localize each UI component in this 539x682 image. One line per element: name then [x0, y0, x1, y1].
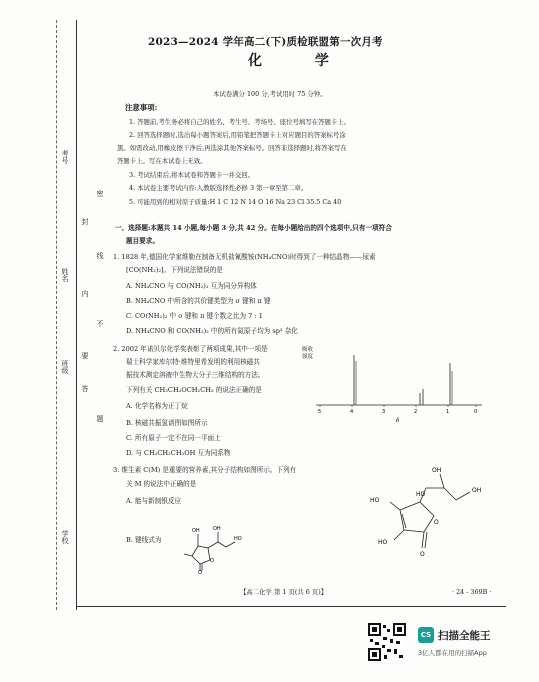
q3-b-atom-ho: HO	[234, 536, 242, 542]
section1-intro-1: 一、选择题:本题共 14 小题,每小题 3 分,共 42 分。在每小题给出的四个选项中,只有一项符合	[115, 224, 392, 232]
exam-code: · 24 - 369B ·	[452, 588, 492, 596]
vc-atom-ho-left: HO	[370, 497, 380, 504]
q1-option-d: D. NH₄CNO 和 CO(NH₂)₂ 中的所有氮原子均为 sp³ 杂化	[126, 327, 298, 335]
notes-heading: 注意事项:	[125, 103, 158, 112]
q1-option-c: C. CO(NH₂)₂ 中 σ 键和 π 键个数之比为 7 : 1	[126, 312, 263, 320]
q2-option-c: C. 所有原子一定不在同一平面上	[126, 434, 221, 442]
q1-option-b: B. NH₄CNO 中所含的共价键类型为 σ 键和 π 键	[126, 297, 271, 305]
nmr-spectrum-figure	[300, 345, 485, 425]
q2-stem-line1: 2. 2002 年诺贝尔化学奖表彰了两项成果,其中一项是	[113, 345, 268, 353]
qr-code-icon	[368, 623, 406, 661]
binding-dashed-line	[56, 20, 57, 610]
note-item-3: 黑。如需改动,用橡皮擦干净后,再选涂其他答案标号。回答非选择题时,将答案写在	[117, 144, 347, 152]
note-item-2: 2. 回答选择题时,选出每小题答案后,用铅笔把答题卡上对应题目的答案标号涂	[129, 131, 346, 139]
q2-stem-line2: 瑞士科学家库尔特·维特里希发明的利用核磁共	[126, 358, 260, 366]
spectrum-tick-5: 5	[318, 409, 322, 415]
section1-intro-2: 题目要求。	[126, 237, 159, 245]
page-number-label: 【高二化学 第 1 页(共 6 页)】	[240, 588, 328, 596]
vitamin-c-structure	[360, 460, 500, 570]
binding-margin-line	[76, 20, 77, 610]
q2-stem-line3: 振技术测定溶液中生物大分子三维结构的方法。	[126, 371, 265, 379]
q2-option-d: D. 与 CH₃CH₂CH₂OH 互为同系物	[126, 449, 231, 457]
binding-char-4: 内	[81, 290, 89, 297]
exam-number-label: 考号	[61, 150, 69, 164]
class-label: 班级	[61, 360, 69, 374]
spectrum-ylabel: 吸收强度	[302, 347, 314, 360]
q3-stem-line2: 关 M 的说法中正确的是	[126, 480, 197, 488]
q2-stem-line4: 下列有关 CH₃CH₂OCH₂CH₃ 的说法正确的是	[126, 386, 262, 394]
spectrum-tick-4: 4	[350, 409, 354, 415]
q3-b-atom-oh2: OH	[213, 526, 221, 532]
binding-char-2: 封	[81, 218, 89, 225]
spectrum-tick-3: 3	[382, 409, 386, 415]
scanner-app-name: 扫描全能王	[438, 630, 491, 642]
q3-option-b-skeletal-formula	[180, 514, 252, 574]
spectrum-tick-1: 1	[446, 409, 450, 415]
q1-stem-line1: 1. 1828 年,德国化学家维勒在制备无机盐氰酸铵(NH₄CNO)时得到了一种结晶物——尿素	[113, 253, 376, 261]
binding-char-8: 题	[96, 415, 104, 422]
q3-option-a: A. 能与新制银反应	[126, 497, 182, 505]
q3-b-atom-oh1: OH	[192, 528, 200, 534]
note-item-5: 3. 考试结束后,将本试卷和答题卡一并交回。	[129, 171, 255, 179]
spectrum-delta: δ	[396, 418, 400, 424]
spectrum-tick-2: 2	[414, 409, 418, 415]
spectrum-tick-0: 0	[474, 409, 478, 415]
q3-option-b: B. 键线式为	[126, 536, 162, 544]
page-bottom-border	[76, 606, 506, 607]
vc-atom-o-carbonyl: O	[420, 551, 425, 558]
q3-stem-line1: 3. 维生素 C(M) 是重要的营养素,其分子结构如图所示。下列有	[113, 466, 297, 474]
q1-option-a: A. NH₄CNO 与 CO(NH₂)₂ 互为同分异构体	[126, 282, 257, 290]
q3-b-atom-o: O	[210, 558, 214, 564]
binding-char-3: 线	[96, 252, 104, 259]
school-label: 学校	[61, 530, 69, 544]
note-item-4: 答题卡上。写在本试卷上无效。	[117, 157, 207, 165]
scanner-app-slogan: 3亿人都在用的扫描App	[418, 649, 487, 657]
vc-atom-oh-top: OH	[432, 467, 442, 474]
subject-title: 化 学	[248, 53, 353, 69]
note-item-1: 1. 答题前,考生务必将自己的姓名、考生号、考场号、座位号填写在答题卡上。	[129, 118, 351, 126]
vc-atom-ho-bottom: HO	[378, 539, 388, 546]
binding-char-7: 答	[81, 385, 89, 392]
q1-stem-line2: [CO(NH₂)₂]。下列说法错误的是	[126, 266, 223, 274]
binding-char-5: 不	[96, 320, 104, 327]
vc-atom-oh-right: OH	[472, 487, 482, 494]
note-item-7: 5. 可能用到的相对原子质量:H 1 C 12 N 14 O 16 Na 23 Cl 35.5 Ca 40	[129, 198, 342, 206]
vc-atom-o-ring: O	[434, 519, 439, 526]
q3-b-atom-o2: O	[198, 570, 202, 574]
exam-title: 2023—2024 学年高二(下)质检联盟第一次月考	[148, 36, 383, 48]
binding-char-6: 要	[81, 352, 89, 359]
q2-option-a: A. 化学名称为正丁烷	[126, 402, 188, 410]
note-item-6: 4. 本试卷主要考试内容:人教版选择性必修 3 第一章至第二章。	[129, 184, 308, 192]
score-info: 本试卷满分 100 分,考试用时 75 分钟。	[213, 90, 327, 98]
vc-atom-ho-ring: HO	[416, 491, 426, 498]
binding-char-1: 密	[96, 190, 104, 197]
name-label: 姓名	[61, 268, 69, 282]
scanner-logo-icon: CS	[418, 627, 434, 643]
q2-option-b: B. 核磁共振氢谱图如图所示	[126, 419, 208, 427]
